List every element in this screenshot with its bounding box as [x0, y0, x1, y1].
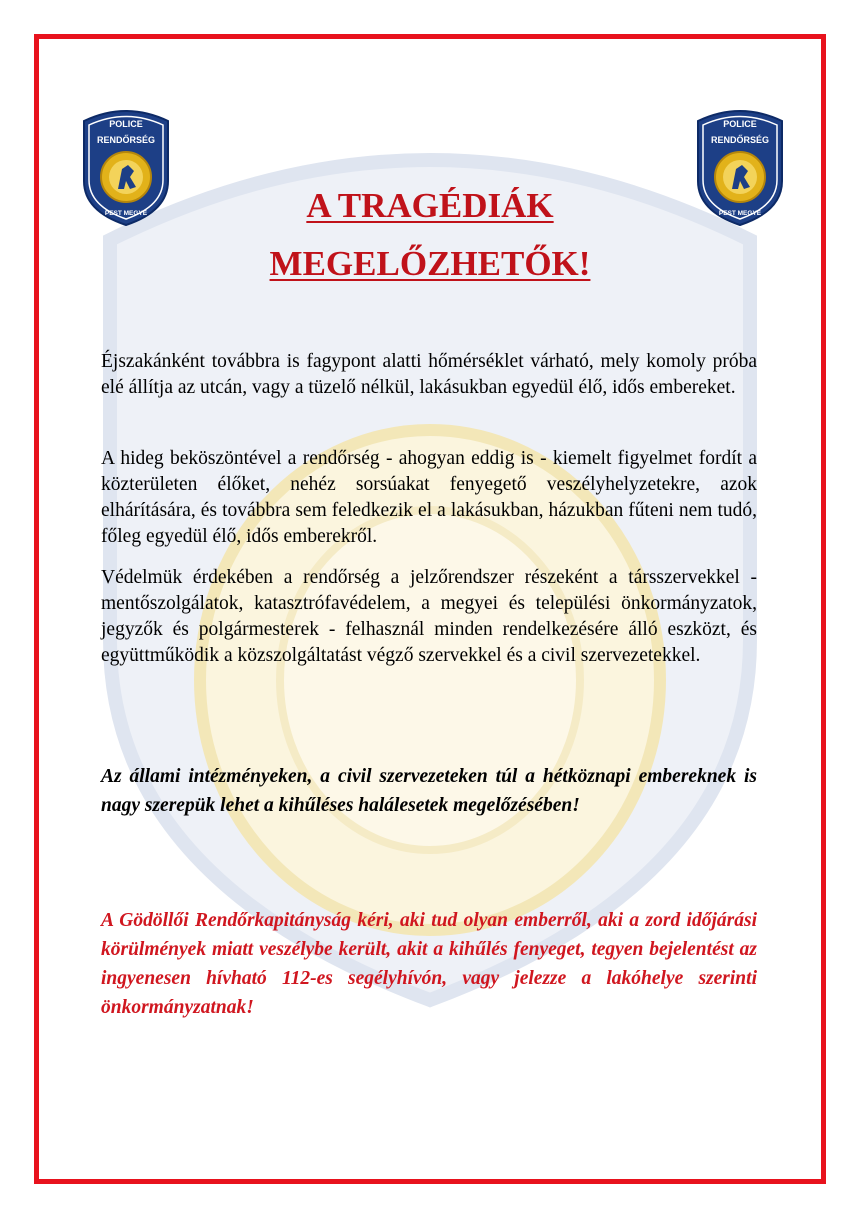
svg-text:PEST MEGYE: PEST MEGYE	[104, 210, 148, 217]
police-badge-right-icon	[694, 103, 786, 227]
body-paragraph-2: A hideg beköszöntével a rendőrség - ahogyan eddig is - kiemelt figyelmet fordít a közterületen élőket, nehéz sorsúakat fenyegető veszélyhelyzetekre, azok elhárítására, és továbbra sem feledkezik el a lakásukban, házukban fűteni nem tudó, főleg egyedül élő, idős emberekről.	[101, 448, 757, 547]
emphasis-paragraph: Az állami intézményeken, a civil szervezeteken túl a hétköznapi embereknek is nagy szerepük lehet a kihűléses halálesetek megelőzésében!	[101, 766, 757, 816]
page-title-line-2: MEGELŐZHETŐK!	[269, 244, 591, 283]
svg-text:POLICE: POLICE	[109, 119, 143, 129]
svg-text:POLICE: POLICE	[723, 119, 757, 129]
body-paragraph-1: Éjszakánként továbbra is fagypont alatti hőmérséklet várható, mely komoly próba elé állítja az utcán, vagy a tüzelő nélkül, lakásukban egyedül élő, idős embereket.	[101, 351, 757, 398]
svg-text:PEST MEGYE: PEST MEGYE	[718, 210, 762, 217]
page-title-line-1: A TRAGÉDIÁK	[306, 186, 554, 225]
svg-text:RENDŐRSÉG: RENDŐRSÉG	[96, 135, 156, 145]
svg-text:RENDŐRSÉG: RENDŐRSÉG	[710, 135, 770, 145]
police-badge-left-icon	[80, 103, 172, 227]
body-paragraph-3: Védelmük érdekében a rendőrség a jelzőrendszer részeként a társszervekkel - mentőszolgálatok, katasztrófavédelem, a megyei és települési önkormányzatok, jegyzők és polgármesterek - felhasznál minden rendelkezésére álló eszközt, és együttműködik a közszolgáltatást végző szervekkel és a civil szervezetekkel.	[101, 567, 757, 666]
appeal-paragraph: A Gödöllői Rendőrkapitányság kéri, aki tud olyan emberről, aki a zord időjárási körülmények miatt veszélybe került, akit a kihűlés fenyeget, tegyen bejelentést az ingyenesen hívható 112-es segélyhívón, vagy jelezze a lakóhelye szerinti önkormányzatnak!	[101, 910, 757, 1018]
